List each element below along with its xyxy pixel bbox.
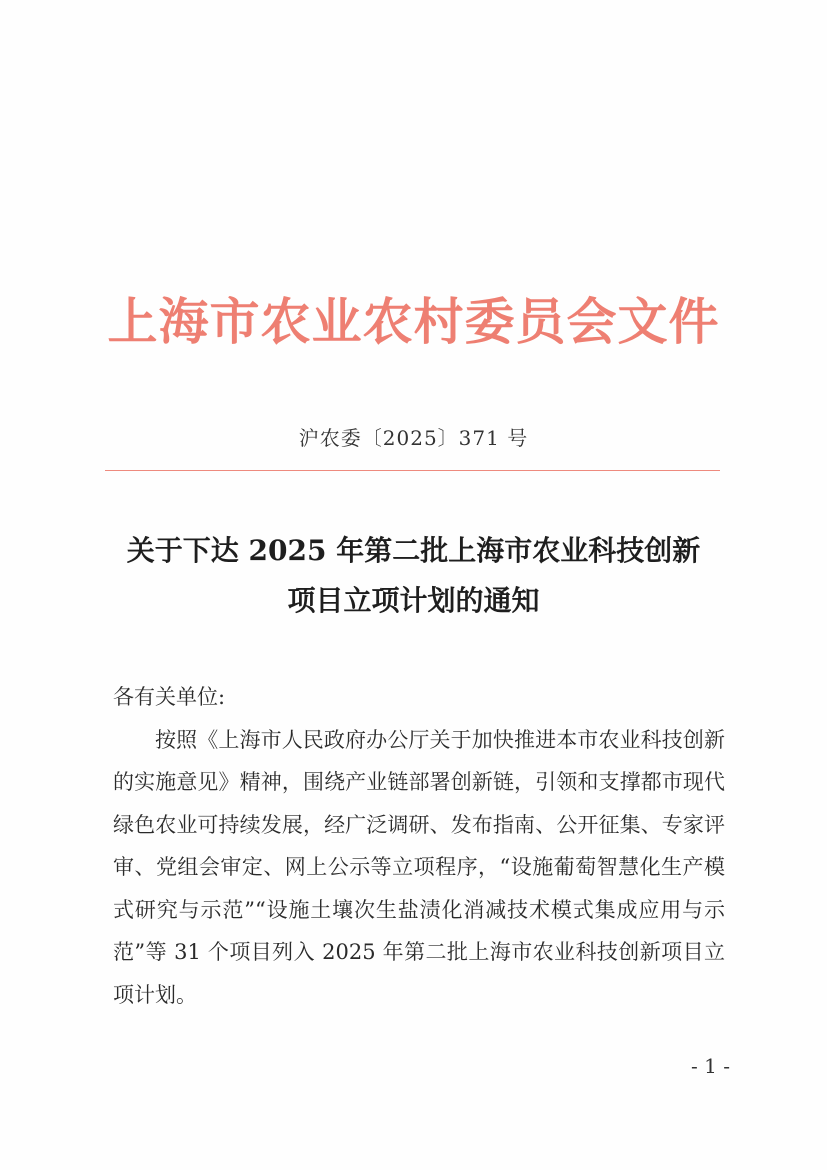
page-number: - 1 - [691, 1054, 730, 1078]
title-line-1: 关于下达 2025 年第二批上海市农业科技创新 [126, 534, 701, 567]
red-divider-line [105, 470, 720, 471]
document-number: 沪农委〔2025〕371 号 [298, 426, 529, 450]
salutation: 各有关单位: [113, 685, 226, 709]
document-body [113, 676, 725, 1016]
title-line-2: 项目立项计划的通知 [287, 584, 540, 617]
issuing-authority-header: 上海市农业农村委员会文件 [107, 292, 720, 351]
body-paragraph: 按照《上海市人民政府办公厅关于加快推进本市农业科技创新的实施意见》精神，围绕产业链部署创新链，引领和支撑都市现代绿色农业可持续发展，经广泛调研、发布指南、公开征集、专家评审、党组会审定、网上公示等立项程序，“设施葡萄智慧化生产模式研究与示范”“设施土壤次生盐渍化消减技术模式集成应用与示范”等 31 个项目列入 2025 年第二批上海市农业科技创新项目立项计划。 [113, 727, 725, 1007]
document-title [80, 526, 747, 626]
